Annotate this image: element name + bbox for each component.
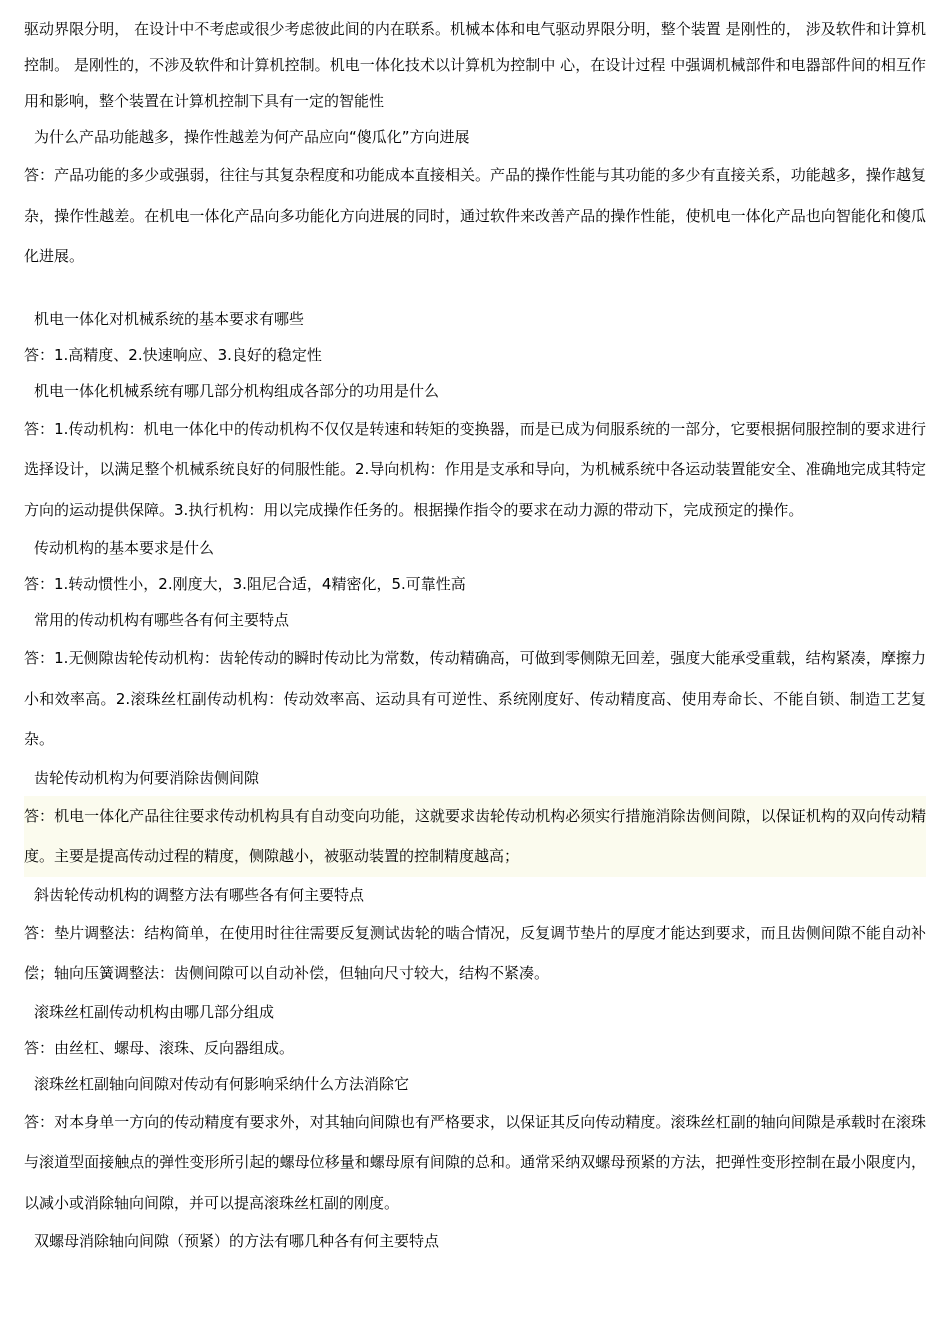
answer-8: 答：由丝杠、螺母、滚珠、反向器组成。 (24, 1038, 295, 1057)
answer-6: 答：机电一体化产品往往要求传动机构具有自动变向功能，这就要求齿轮传动机构必须实行措施消除齿侧间隙，以保证机构的双向传动精度。主要是提高传动过程的精度，侧隙越小，被驱动装置的控制精度越高； (24, 796, 926, 877)
answer-7: 答：垫片调整法：结构简单，在使用时往往需要反复测试齿轮的啮合情况，反复调节垫片的厚度才能达到要求，而且齿侧间隙不能自动补偿；轴向压簧调整法：齿侧间隙可以自动补偿，但轴向尺寸较大，结构不紧凑。 (24, 923, 926, 982)
answer-4: 答：1.转动惯性小，2.刚度大，3.阻尼合适，4精密化，5.可靠性高 (24, 575, 466, 593)
question-4: 传动机构的基本要求是什么 (34, 539, 215, 557)
intro-paragraph: 驱动界限分明， 在设计中不考虑或很少考虑彼此间的内在联系。机械本体和电气驱动界限分明，整个装置 是刚性的， 涉及软件和计算机控制。 是刚性的，不涉及软件和计算机控制。机电一体化技术以计算机为控制中 心，在设计过程 中强调机械部件和电器部件间的相互作用和影响，整个装置在计算机控制下具有一定的智能性 (24, 20, 926, 110)
answer-3: 答：1.传动机构：机电一体化中的传动机构不仅仅是转速和转矩的变换器，而是已成为伺服系统的一部分，它要根据伺服控制的要求进行选择设计，以满足整个机械系统良好的伺服性能。2.导向机构：作用是支承和导向，为机械系统中各运动装置能安全、准确地完成其特定方向的运动提供保障。3.执行机构：用以完成操作任务的。根据操作指令的要求在动力源的带动下，完成预定的操作。 (24, 419, 926, 519)
question-10: 双螺母消除轴向间隙（预紧）的方法有哪几种各有何主要特点 (34, 1232, 440, 1250)
question-7: 斜齿轮传动机构的调整方法有哪些各有何主要特点 (34, 885, 365, 904)
question-6: 齿轮传动机构为何要消除齿侧间隙 (34, 768, 260, 787)
question-5: 常用的传动机构有哪些各有何主要特点 (34, 611, 290, 629)
answer-9: 答：对本身单一方向的传动精度有要求外，对其轴向间隙也有严格要求，以保证其反向传动精度。滚珠丝杠副的轴向间隙是承载时在滚珠与滚道型面接触点的弹性变形所引起的螺母位移量和螺母原有间隙的总和。通常采纳双螺母预紧的方法，把弹性变形控制在最小限度内，以减小或消除轴向间隙，并可以提高滚珠丝杠副的刚度。 (24, 1112, 926, 1212)
answer-5: 答：1.无侧隙齿轮传动机构：齿轮传动的瞬时传动比为常数，传动精确高，可做到零侧隙无回差，强度大能承受重载，结构紧凑，摩擦力小和效率高。2.滚珠丝杠副传动机构：传动效率高、运动具有可逆性、系统刚度好、传动精度高、使用寿命长、不能自锁、制造工艺复杂。 (24, 649, 926, 748)
document-body (24, 11, 926, 1259)
question-2: 机电一体化对机械系统的基本要求有哪些 (34, 309, 305, 328)
question-1: 为什么产品功能越多，操作性越差为何产品应向“傻瓜化”方向进展 (34, 128, 470, 146)
question-9: 滚珠丝杠副轴向间隙对传动有何影响采纳什么方法消除它 (34, 1074, 410, 1093)
paragraph-spacer (24, 277, 926, 301)
answer-1: 答：产品功能的多少或强弱，往往与其复杂程度和功能成本直接相关。产品的操作性能与其功能的多少有直接关系，功能越多，操作越复杂，操作性越差。在机电一体化产品向多功能化方向进展的同时，通过软件来改善产品的操作性能，使机电一体化产品也向智能化和傻瓜化进展。 (24, 166, 926, 265)
question-3: 机电一体化机械系统有哪几部分机构组成各部分的功用是什么 (34, 381, 440, 400)
question-8: 滚珠丝杠副传动机构由哪几部分组成 (34, 1002, 275, 1021)
answer-2: 答：1.高精度、2.快速响应、3.良好的稳定性 (24, 345, 322, 364)
